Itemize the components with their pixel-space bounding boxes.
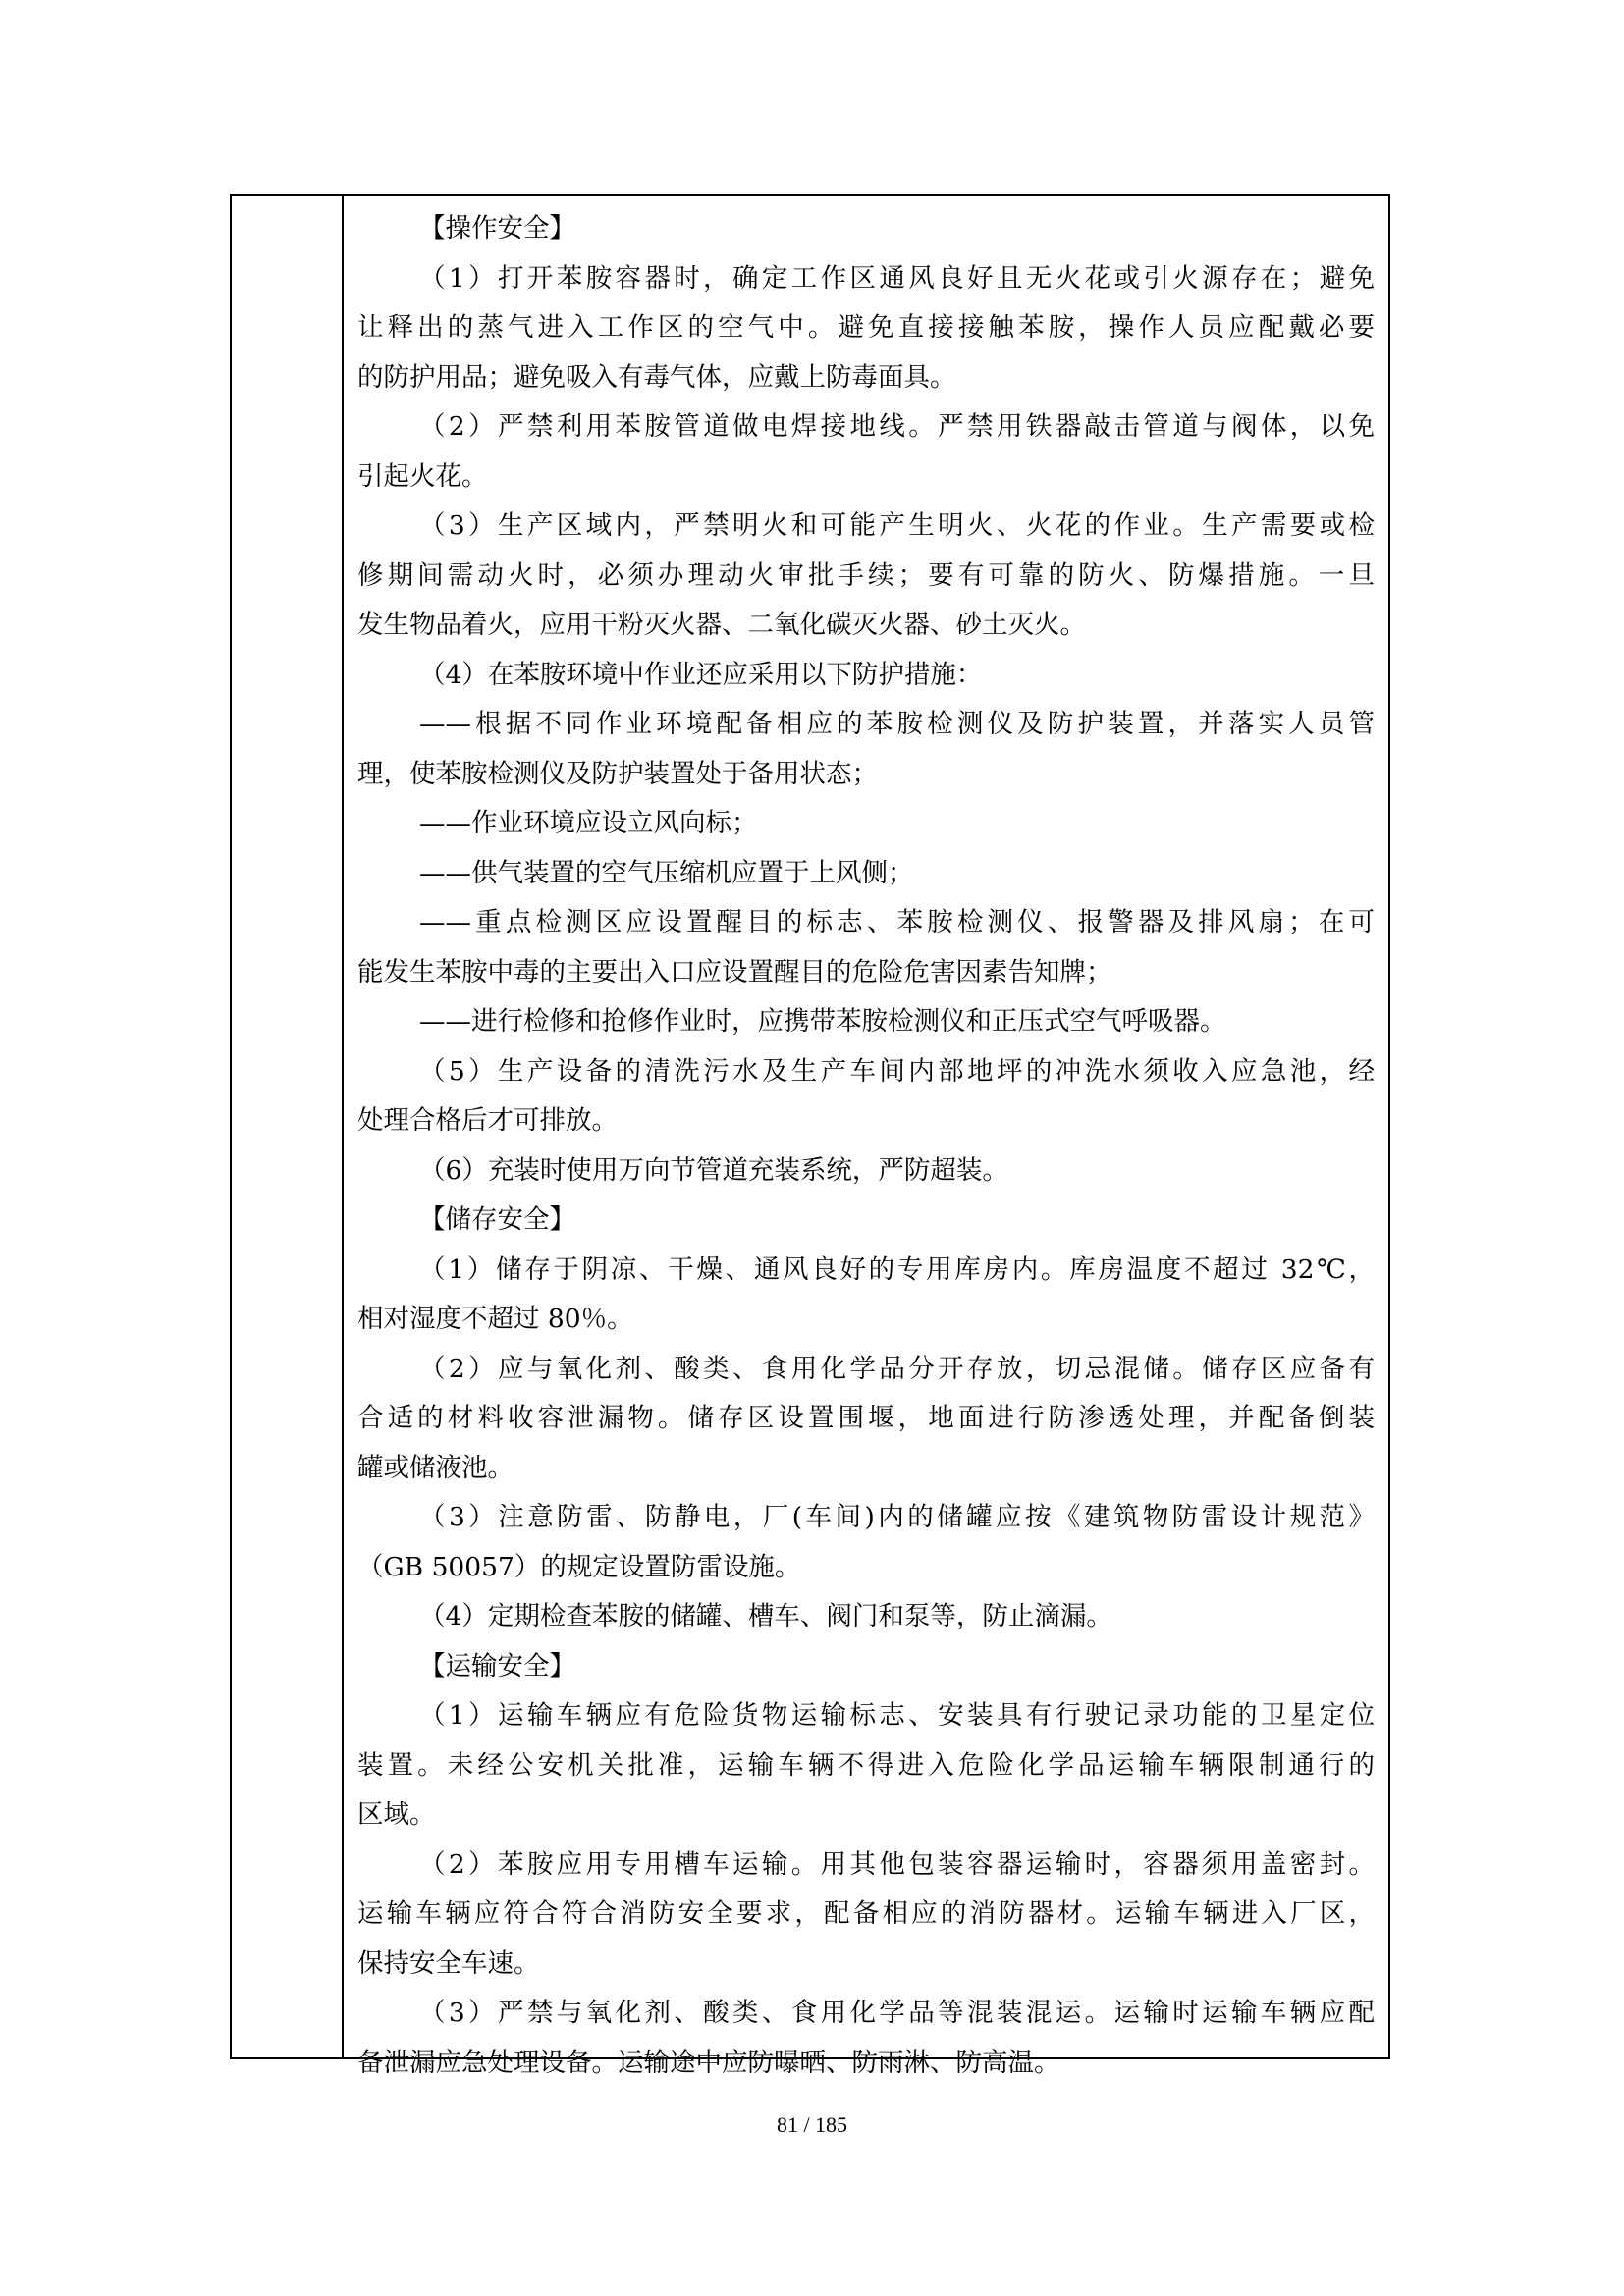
text-line: ——重点检测区应设置醒目的标志、苯胺检测仪、报警器及排风扇；在可 [419,907,1375,937]
text-line: 能发生苯胺中毒的主要出入口应设置醒目的危险危害因素告知牌； [357,956,1112,988]
text-line: ——根据不同作业环境配备相应的苯胺检测仪及防护装置，并落实人员管 [419,709,1375,739]
text-line: （3）注意防雷、防静电，厂(车间)内的储罐应按《建筑物防雷设计规范》 [419,1502,1375,1532]
text-line: 合适的材料收容泄漏物。储存区设置围堰，地面进行防渗透处理，并配备倒装 [357,1403,1375,1433]
text-line: 发生物品着火，应用干粉灭火器、二氧化碳灭火器、砂土灭火。 [357,610,1086,640]
text-line: （3）生产区域内，严禁明火和可能产生明火、火花的作业。生产需要或检 [419,510,1375,541]
text-line: 【运输安全】 [419,1650,575,1682]
text-line: 引起火花。 [357,460,488,492]
text-line: 罐或储液池。 [357,1452,514,1483]
text-line: （2）苯胺应用专用槽车运输。用其他包装容器运输时，容器须用盖密封。 [419,1848,1375,1880]
text-line: ——作业环境应设立风向标； [419,808,758,838]
text-line: （2）应与氧化剂、酸类、食用化学品分开存放，切忌混储。储存区应备有 [419,1353,1375,1384]
text-line: （2）严禁利用苯胺管道做电焊接地线。严禁用铁器敲击管道与阀体，以免 [419,411,1375,442]
text-line: （6）充装时使用万向节管道充装系统，严防超装。 [419,1154,1008,1186]
text-line: （4）定期检查苯胺的储罐、槽车、阀门和泵等，防止滴漏。 [419,1601,1112,1631]
text-line: ——进行检修和抢修作业时，应携带苯胺检测仪和正压式空气呼吸器。 [419,1006,1226,1037]
text-line: 相对湿度不超过 80％。 [357,1304,633,1334]
text-line: 运输车辆应符合符合消防安全要求，配备相应的消防器材。运输车辆进入厂区， [357,1898,1375,1929]
text-line: 的防护用品；避免吸入有毒气体，应戴上防毒面具。 [357,361,956,393]
text-line: 处理合格后才可排放。 [357,1105,618,1136]
text-line: （1）打开苯胺容器时，确定工作区通风良好且无火花或引火源存在；避免 [419,262,1375,294]
text-line: 区域。 [357,1799,436,1830]
text-line: 装置。未经公安机关批准，运输车辆不得进入危险化学品运输车辆限制通行的 [357,1749,1375,1781]
text-line: 【操作安全】 [419,213,575,243]
text-line: 理，使苯胺检测仪及防护装置处于备用状态； [357,758,878,789]
page-number: 81 / 185 [776,2112,848,2137]
text-line: 保持安全车速。 [357,1948,540,1979]
text-cell [344,196,1388,2078]
text-line: （3）严禁与氧化剂、酸类、食用化学品等混装混运。运输时运输车辆应配 [419,1998,1375,2028]
text-line: （GB 50057）的规定设置防雷设施。 [357,1551,801,1582]
empty-label-cell [232,196,344,2057]
text-line: 【储存安全】 [419,1204,575,1235]
text-line: 修期间需动火时，必须办理动火审批手续；要有可靠的防火、防爆措施。一旦 [357,560,1375,591]
content-table [230,194,1390,2078]
text-line: ——供气装置的空气压缩机应置于上风侧； [419,857,914,888]
text-line: （5）生产设备的清洗污水及生产车间内部地坪的冲洗水须收入应急池，经 [419,1055,1375,1087]
text-line: （1）储存于阴凉、干燥、通风良好的专用库房内。库房温度不超过 32℃， [419,1254,1375,1285]
text-line: 让释出的蒸气进入工作区的空气中。避免直接接触苯胺，操作人员应配戴必要 [357,312,1375,343]
text-line: （1）运输车辆应有危险货物运输标志、安装具有行驶记录功能的卫星定位 [419,1700,1375,1731]
text-line: 备泄漏应急处理设备。运输途中应防曝晒、防雨淋、防高温。 [357,2047,1060,2078]
text-line: （4）在苯胺环境中作业还应采用以下防护措施： [419,659,983,690]
